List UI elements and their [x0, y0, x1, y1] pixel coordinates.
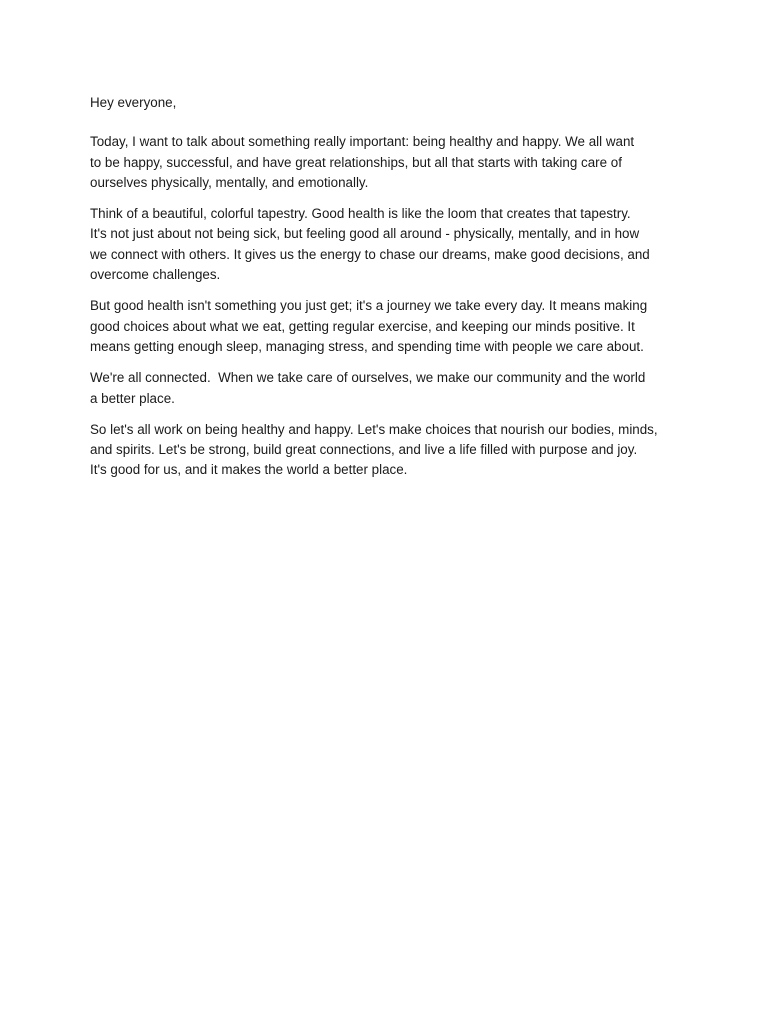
paragraph-line: means getting enough sleep, managing stress, and spending time with people we care about.: [90, 338, 644, 354]
paragraph-2: [90, 204, 680, 285]
paragraph-line: we connect with others. It gives us the energy to chase our dreams, make good decisions, and: [90, 246, 650, 262]
paragraph-line: Today, I want to talk about something really important: being healthy and happy. We all want: [90, 134, 635, 150]
paragraph-4: [90, 368, 680, 409]
paragraph-5: [90, 420, 680, 481]
paragraph-line: a better place.: [90, 390, 175, 406]
paragraph-1: [90, 132, 680, 193]
paragraph-line: to be happy, successful, and have great relationships, but all that starts with taking care of: [90, 154, 622, 170]
paragraph-line: good choices about what we eat, getting regular exercise, and keeping our minds positive. It: [90, 318, 635, 334]
paragraph-line: Think of a beautiful, colorful tapestry. Good health is like the loom that creates that tapestry.: [90, 206, 631, 222]
paragraph-line: We're all connected. When we take care of ourselves, we make our community and the world: [90, 370, 646, 386]
paragraph-line: So let's all work on being healthy and happy. Let's make choices that nourish our bodies, minds,: [90, 421, 658, 437]
paragraph-line: It's good for us, and it makes the world a better place.: [90, 462, 408, 478]
paragraph-line: It's not just about not being sick, but feeling good all around - physically, mentally, and in how: [90, 226, 640, 242]
paragraph-line: and spirits. Let's be strong, build great connections, and live a life filled with purpose and joy.: [90, 442, 638, 458]
document-body: [90, 93, 680, 492]
greeting-text: Hey everyone,: [90, 95, 177, 110]
paragraph-3: [90, 296, 680, 357]
paragraph-line: ourselves physically, mentally, and emotionally.: [90, 174, 369, 190]
paragraph-line: But good health isn't something you just get; it's a journey we take every day. It means making: [90, 298, 648, 314]
paragraph-line: overcome challenges.: [90, 267, 221, 283]
